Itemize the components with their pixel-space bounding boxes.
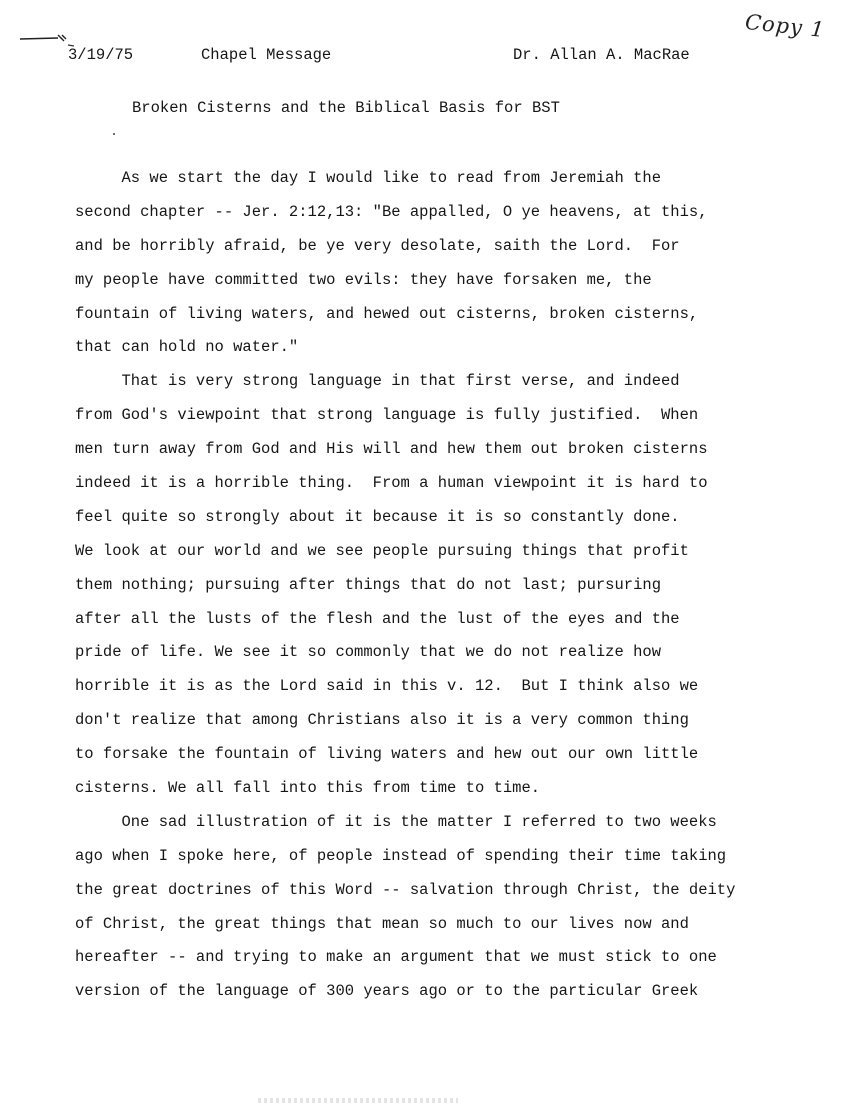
body-line: and be horribly afraid, be ye very desolate, saith the Lord. For — [75, 236, 680, 255]
document-title: Broken Cisterns and the Biblical Basis for BST — [132, 99, 560, 117]
body-line: don't realize that among Christians also it is a very common thing — [75, 711, 689, 730]
body-line: version of the language of 300 years ago or to the particular Greek — [75, 982, 699, 1001]
header-date: 3/19/75 — [68, 46, 134, 64]
body-text — [75, 162, 795, 1009]
body-line: of Christ, the great things that mean so much to our lives now and — [75, 914, 689, 933]
header-type: Chapel Message — [201, 46, 332, 64]
body-line: pride of life. We see it so commonly that we do not realize how — [75, 643, 661, 662]
body-line: them nothing; pursuing after things that do not last; pursuring — [75, 575, 661, 594]
body-line: We look at our world and we see people pursuing things that profit — [75, 541, 689, 560]
body-line: fountain of living waters, and hewed out cisterns, broken cisterns, — [75, 304, 699, 323]
handwritten-copy-note: Copy 1 — [743, 9, 827, 43]
body-line: my people have committed two evils: they have forsaken me, the — [75, 270, 652, 289]
body-line: the great doctrines of this Word -- salvation through Christ, the deity — [75, 880, 736, 899]
body-line: One sad illustration of it is the matter I referred to two weeks — [75, 812, 717, 831]
header-author: Dr. Allan A. MacRae — [513, 46, 690, 64]
body-line: from God's viewpoint that strong language is fully justified. When — [75, 406, 699, 425]
scan-artifact — [258, 1098, 458, 1103]
body-line: horrible it is as the Lord said in this v. 12. But I think also we — [75, 677, 699, 696]
body-line: indeed it is a horrible thing. From a human viewpoint it is hard to — [75, 474, 708, 493]
body-line: As we start the day I would like to read from Jeremiah the — [75, 169, 661, 187]
body-line: to forsake the fountain of living waters and hew out our own little — [75, 745, 699, 764]
body-line: cisterns. We all fall into this from time to time. — [75, 779, 541, 798]
body-line: ago when I spoke here, of people instead of spending their time taking — [75, 846, 727, 865]
paper-speck — [113, 133, 115, 135]
body-line: second chapter -- Jer. 2:12,13: "Be appalled, O ye heavens, at this, — [75, 202, 708, 221]
body-line: hereafter -- and trying to make an argument that we must stick to one — [75, 948, 717, 967]
body-line: after all the lusts of the flesh and the lust of the eyes and the — [75, 609, 680, 628]
body-line: that can hold no water." — [75, 338, 299, 357]
body-line: men turn away from God and His will and hew them out broken cisterns — [75, 440, 708, 459]
body-line: That is very strong language in that first verse, and indeed — [75, 372, 680, 391]
body-line: feel quite so strongly about it because it is so constantly done. — [75, 507, 680, 526]
